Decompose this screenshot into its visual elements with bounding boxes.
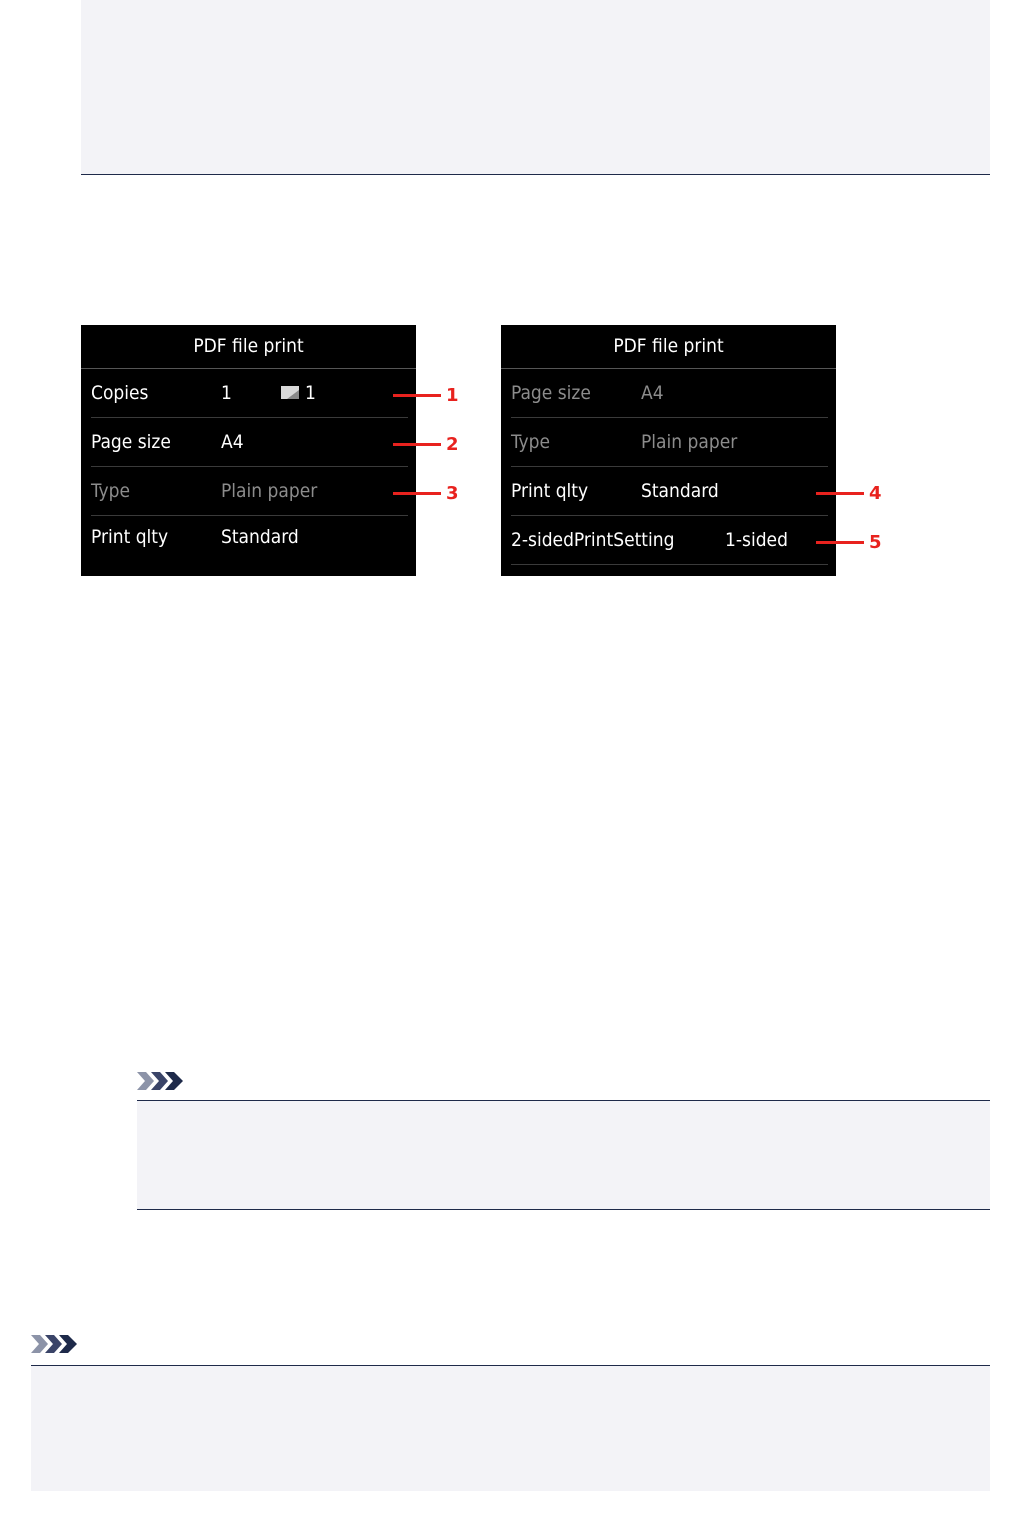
setting-row-page-size[interactable] — [91, 418, 408, 467]
setting-row-type[interactable] — [511, 418, 828, 467]
sheets-count: 1 — [305, 382, 316, 404]
setting-value: Plain paper — [641, 431, 738, 453]
setting-value: Plain paper — [221, 480, 318, 502]
callout-number-2: 2 — [446, 434, 459, 455]
screen-title: PDF file print — [81, 325, 416, 369]
setting-row-copies[interactable] — [91, 369, 408, 418]
setting-label: Print qlty — [91, 526, 169, 548]
setting-value: 1-sided — [725, 529, 788, 551]
setting-label: Page size — [511, 382, 591, 404]
setting-row-print-quality[interactable] — [91, 516, 408, 564]
setting-label: 2-sidedPrintSetting — [511, 529, 675, 551]
setting-label: Print qlty — [511, 480, 589, 502]
paper-sheet-icon — [281, 386, 299, 399]
callout-number-1: 1 — [446, 385, 459, 406]
note-bottom-divider — [137, 1209, 990, 1210]
callout-line-3 — [393, 492, 441, 495]
note-chevrons-icon — [137, 1072, 185, 1090]
callout-number-3: 3 — [446, 483, 459, 504]
setting-row-page-size[interactable] — [511, 369, 828, 418]
setting-label: Copies — [91, 382, 149, 404]
callout-number-5: 5 — [869, 532, 882, 553]
bottom-note-box — [31, 1366, 990, 1491]
setting-row-type[interactable] — [91, 467, 408, 516]
setting-value: A4 — [221, 431, 244, 453]
callout-line-1 — [393, 394, 441, 397]
callout-line-5 — [816, 541, 864, 544]
setting-value: A4 — [641, 382, 664, 404]
setting-value: Standard — [221, 526, 299, 548]
top-note-divider — [81, 174, 990, 175]
setting-label: Page size — [91, 431, 171, 453]
note-chevrons-icon — [31, 1335, 79, 1353]
setting-row-two-sided[interactable] — [511, 516, 828, 565]
setting-label: Type — [511, 431, 550, 453]
setting-value: 1 — [221, 382, 232, 404]
setting-row-print-quality[interactable] — [511, 467, 828, 516]
printer-screen-left — [81, 325, 416, 576]
middle-note-box — [137, 1101, 990, 1209]
setting-value: Standard — [641, 480, 719, 502]
callout-line-2 — [393, 443, 441, 446]
screen-title: PDF file print — [501, 325, 836, 369]
printer-screen-right — [501, 325, 836, 576]
setting-label: Type — [91, 480, 130, 502]
callout-line-4 — [816, 492, 864, 495]
top-note-box — [81, 0, 990, 174]
callout-number-4: 4 — [869, 483, 882, 504]
